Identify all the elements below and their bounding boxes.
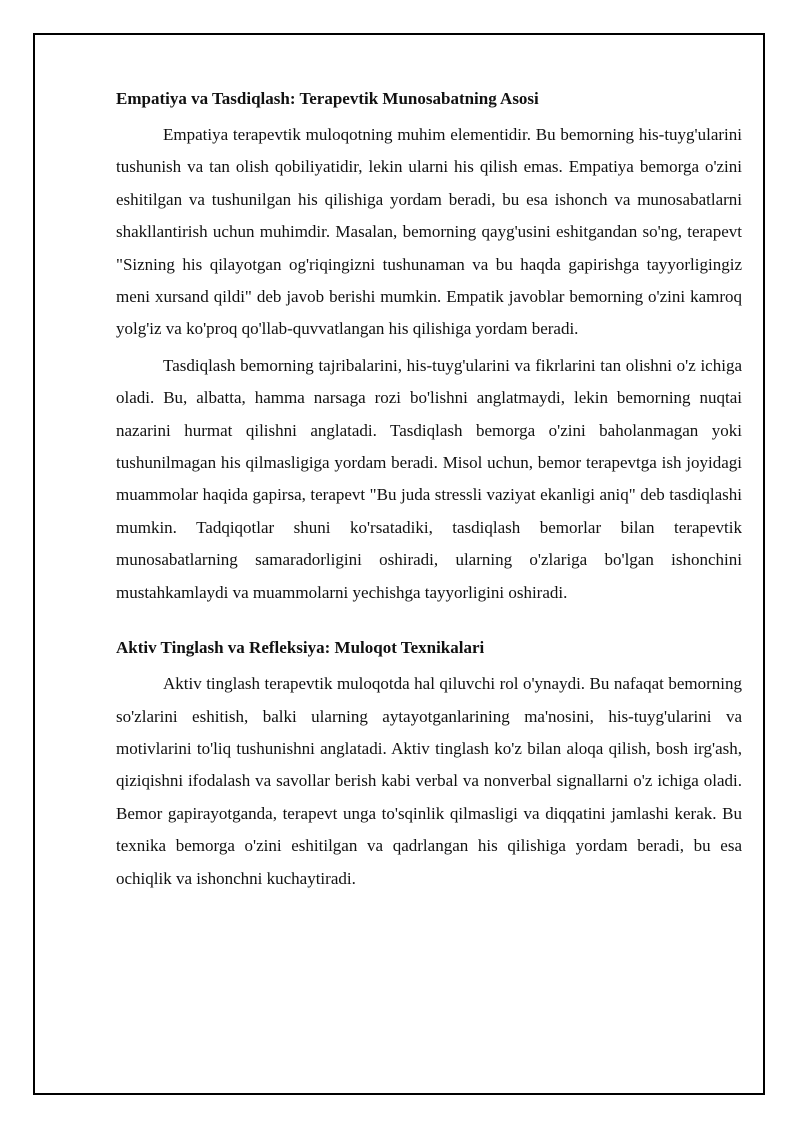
paragraph-empatiya: Empatiya terapevtik muloqotning muhim elementidir. Bu bemorning his-tuyg'ularini tushunish va tan olish qobiliyatidir, lekin ularni his qilish emas. Empatiya bemorga o'zini eshitilgan va tushunilgan his qilishiga yordam beradi, bu esa ishonch va munosabatlarni shakllantirish uchun muhimdir. Masalan, bemorning qayg'usini eshitgandan so'ng, terapevt "Sizning his qilayotgan og'riqingizni tushunaman va bu haqda gapirishga tayyorligingiz meni xursand qildi" deb javob berishi mumkin. Empatik javoblar bemorning o'zini kamroq yolg'iz va ko'proq qo'llab-quvvatlangan his qilishiga yordam beradi. <box>116 125 742 339</box>
section-heading: Aktiv Tinglash va Refleksiya: Muloqot Texnikalari <box>116 638 485 658</box>
document-body <box>116 88 742 895</box>
section-empatiya-tasdiqlash <box>116 88 742 609</box>
section-heading: Empatiya va Tasdiqlash: Terapevtik Munosabatning Asosi <box>116 89 539 108</box>
paragraph-aktiv-tinglash: Aktiv tinglash terapevtik muloqotda hal qiluvchi rol o'ynaydi. Bu nafaqat bemorning so'zlarini eshitish, balki ularning aytayotganlarining ma'nosini, his-tuyg'ularini va motivlarini to'liq tushunishni anglatadi. Aktiv tinglash ko'z bilan aloqa qilish, bosh irg'ash, qiziqishni ifodalash va savollar berish kabi verbal va nonverbal signallarni o'z ichiga oladi. Bemor gapirayotganda, terapevt unga to'sqinlik qilmasligi va diqqatini jamlashi kerak. Bu texnika bemorga o'zini eshitilgan va qadrlangan his qilishiga yordam beradi, bu esa ochiqlik va ishonchni kuchaytiradi. <box>116 674 742 888</box>
paragraph-tasdiqlash: Tasdiqlash bemorning tajribalarini, his-tuyg'ularini va fikrlarini tan olishni o'z ichiga oladi. Bu, albatta, hamma narsaga rozi bo'lishni anglatmaydi, lekin bemorning nuqtai nazarini hurmat qilishni anglatadi. Tasdiqlash bemorga o'zini baholanmagan yoki tushunilmagan his qilmasligiga yordam beradi. Misol uchun, bemor terapevtga ish joyidagi muammolar haqida gapirsa, terapevt "Bu juda stressli vaziyat ekanligi aniq" deb tasdiqlashi mumkin. Tadqiqotlar shuni ko'rsatadiki, tasdiqlash bemorlar bilan terapevtik munosabatlarning samaradorligini oshiradi, ularning o'zlariga bo'lgan ishonchini mustahkamlaydi va muammolarni yechishga tayyorligini oshiradi. <box>116 355 742 602</box>
section-aktiv-tinglash <box>116 637 742 895</box>
